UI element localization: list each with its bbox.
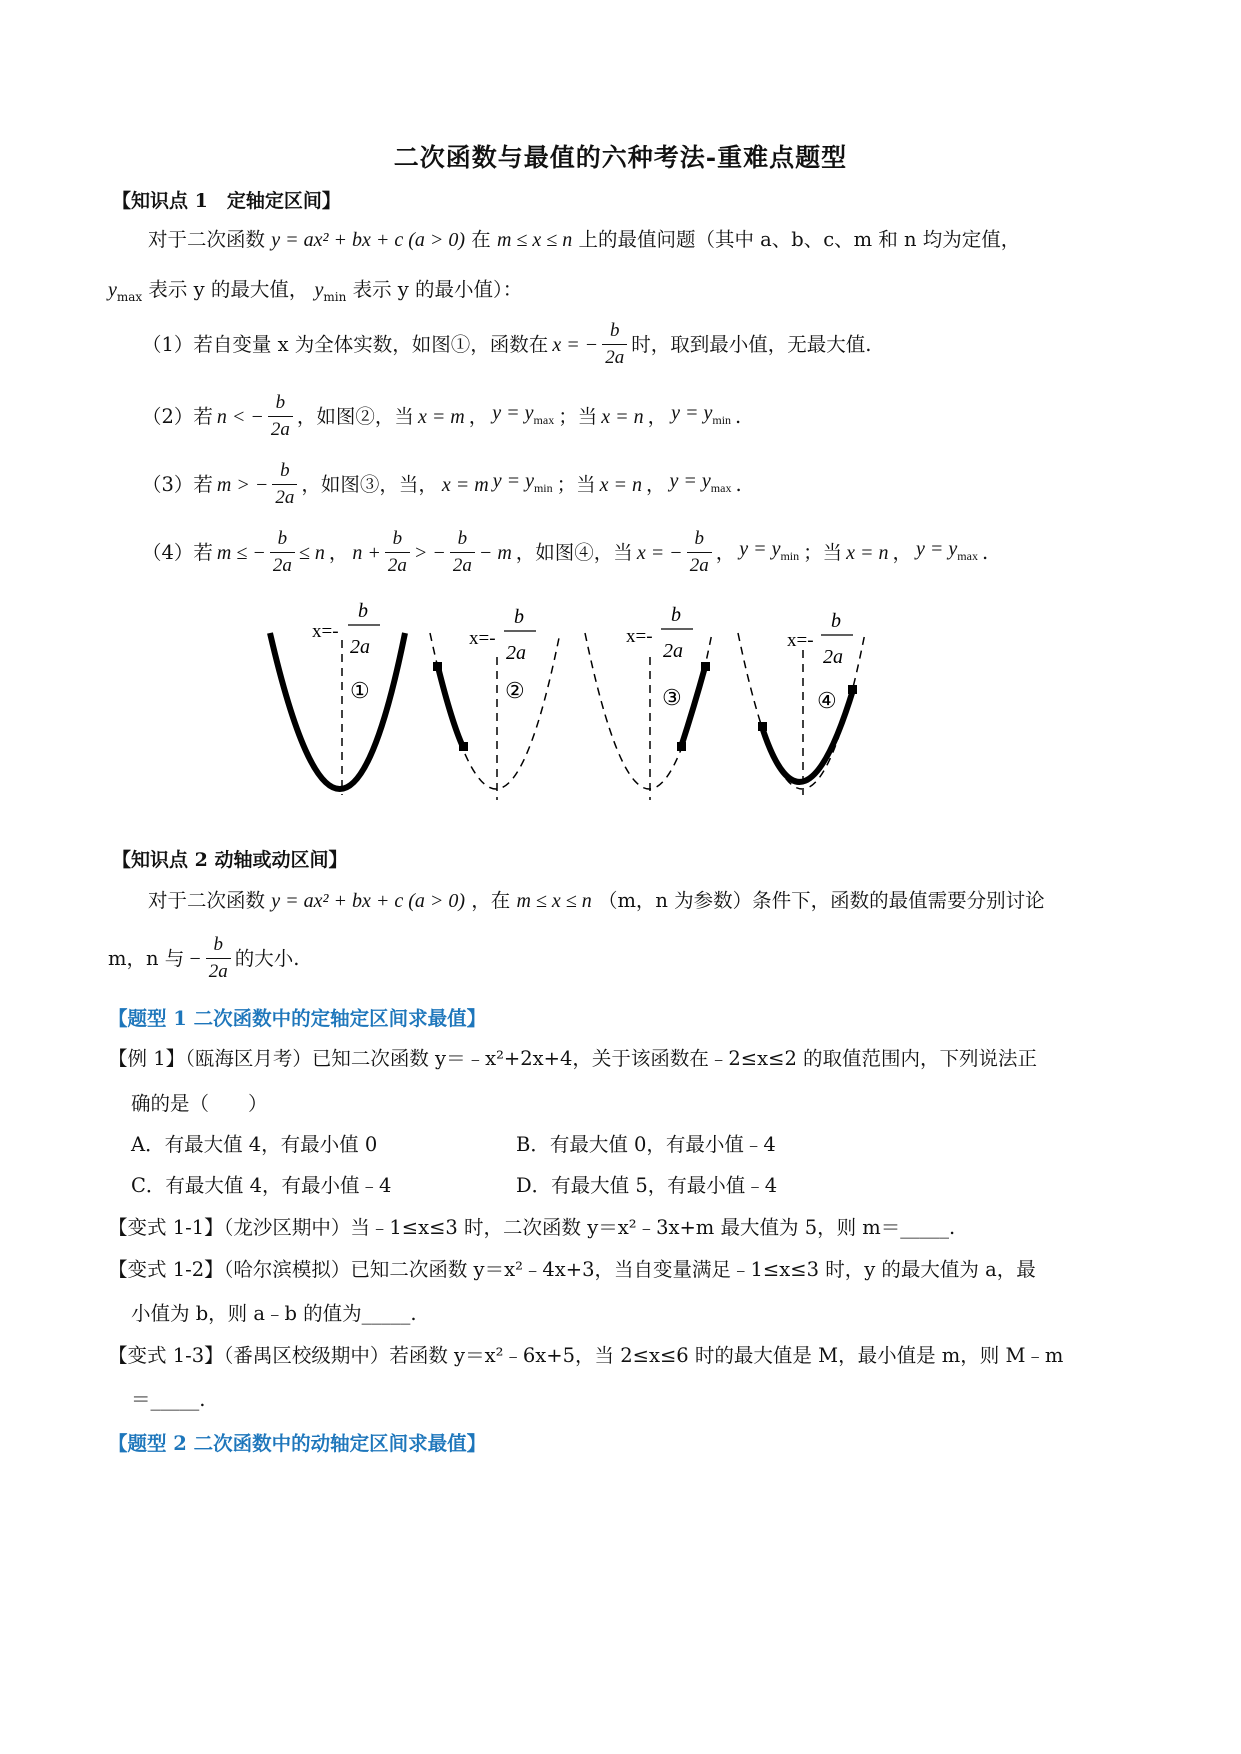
parabola-panel-3 — [585, 604, 712, 800]
kp2-paragraph-line2 — [108, 934, 299, 983]
kp2-text: 的大小. — [234, 946, 300, 970]
case-text: （1）若自变量 x 为全体实数，如图①，函数在 — [142, 332, 549, 356]
fraction-b-over-2a: $\frac{b}{2a}$ — [385, 528, 410, 577]
kp1-heading: 【知识点 1 定轴定区间】 — [112, 190, 341, 212]
case-math: ≤ n — [298, 541, 325, 564]
kp2-paragraph-line1 — [148, 887, 1045, 915]
panel-mark: ③ — [662, 685, 682, 710]
case-text: （2）若 — [142, 404, 213, 428]
kp1-text: 上的最值问题（其中 a、b、c、m 和 n 均为定值， — [578, 228, 1021, 251]
option-b[interactable]: B．有最大值 0，有最小值﹣4 — [516, 1133, 776, 1156]
fraction-b-over-2a: $\frac{b}{2a}$ — [206, 934, 231, 983]
parabola-panel-2 — [430, 606, 560, 800]
fraction-numerator: b — [671, 604, 681, 626]
case-math: x = n — [601, 405, 644, 428]
fraction-numerator: b — [514, 606, 524, 628]
endpoint-marker — [459, 742, 468, 751]
case-text: ，如图④，当 — [515, 540, 633, 564]
option-a[interactable]: A．有最大值 4，有最小值 0 — [131, 1133, 378, 1156]
case-text: ；当 — [558, 404, 598, 428]
kp1-paragraph-line1 — [148, 226, 1020, 254]
parabola-panel-1 — [270, 600, 405, 795]
kp1-text: 表示 y 的最小值）： — [352, 278, 523, 301]
panel-mark: ④ — [817, 688, 837, 713]
fraction-numerator: b — [831, 610, 841, 632]
parabola-curve — [270, 633, 405, 789]
panel-mark: ① — [350, 678, 370, 703]
fraction-b-over-2a: $\frac{b}{2a}$ — [272, 460, 297, 509]
case-math: x = m — [441, 473, 489, 496]
case-text: ；当 — [556, 472, 596, 496]
axis-label: x=- — [469, 628, 496, 649]
case-3: （3）若 m > − $\frac{b}{2a}$ ，如图③，当， x = m $y = y_{min}$ ；当 x = n ， $y = y_{max}$ . — [142, 460, 742, 508]
endpoint-marker — [758, 722, 767, 731]
kp2-text: m，n 与 — [108, 946, 185, 970]
kp1-formula: y = ax² + bx + c (a > 0) — [271, 229, 466, 251]
ymax-symbol: y — [108, 279, 117, 301]
case-math: m ≤ − — [216, 541, 266, 564]
case-2: （2）若 n < − $\frac{b}{2a}$ ，如图②，当 x = m ， $y = y_{max}$ ；当 x = n ， $y = y_{min}$ . — [142, 392, 742, 440]
variant-1-1: 【变式 1-1】（龙沙区期中）当﹣1≤x≤3 时，二次函数 y＝x²﹣3x+m 最大值为 5，则 m＝_____. — [108, 1216, 956, 1239]
case-math: m > − — [216, 473, 269, 496]
kp1-text: 在 — [471, 228, 491, 251]
case-math: y = y — [492, 402, 534, 424]
fraction-numerator: b — [358, 600, 368, 622]
endpoint-marker — [433, 662, 442, 671]
case-math: x = − — [636, 541, 683, 564]
parabola-highlighted-segment — [762, 690, 853, 782]
kp2-math: − — [188, 947, 202, 970]
ymin-symbol: y — [314, 279, 324, 301]
case-math: y = y — [671, 402, 713, 424]
parabola-highlighted-segment — [438, 667, 463, 747]
variant-1-3-line2: ＝_____. — [131, 1388, 206, 1411]
case-math: x = m — [417, 405, 465, 428]
kp2-text: ，在 — [471, 889, 511, 912]
endpoint-marker — [848, 685, 857, 694]
case-math: y = y — [739, 538, 781, 560]
kp1-text: 表示 y 的最大值， — [148, 278, 309, 301]
page-title: 二次函数与最值的六种考法-重难点题型 — [393, 143, 848, 172]
case-math: > − — [413, 541, 446, 564]
case-text: （4）若 — [142, 540, 213, 564]
case-math: y = y — [916, 538, 958, 560]
case-math: y = y — [492, 470, 534, 492]
fraction-denominator: 2a — [663, 640, 683, 662]
case-4: （4）若 m ≤ − $\frac{b}{2a}$ ≤ n ， n + $\frac{b}{2a}$ > − $\frac{b}{2a}$ − m ，如图④，当 x = − $\frac{b}{2a}$ ， $y = y_{min}$ ；当 x = n ， $y = y_{max}$ . — [142, 528, 989, 576]
case-math: x = n — [846, 541, 889, 564]
parabola-highlighted-segment — [681, 667, 705, 747]
fraction-b-over-2a: $\frac{b}{2a}$ — [602, 320, 627, 369]
axis-label: x=- — [787, 630, 814, 651]
kp2-text: 对于二次函数 — [148, 889, 266, 912]
parabola-figure — [260, 595, 890, 810]
max-subscript: max — [116, 290, 143, 304]
fraction-denominator: 2a — [350, 636, 370, 658]
kp2-formula: y = ax² + bx + c (a > 0) — [271, 890, 466, 912]
variant-1-3-line1: 【变式 1-3】（番禺区校级期中）若函数 y＝x²﹣6x+5，当 2≤x≤6 时的最大值是 M，最小值是 m，则 M﹣m — [108, 1344, 1064, 1367]
example-1-line1: 【例 1】（瓯海区月考）已知二次函数 y＝﹣x²+2x+4，关于该函数在﹣2≤x≤2 的取值范围内，下列说法正 — [108, 1047, 1038, 1070]
fraction-b-over-2a: $\frac{b}{2a}$ — [270, 528, 295, 577]
case-text: ，如图③，当， — [301, 472, 438, 496]
panel-mark: ② — [505, 678, 525, 703]
variant-1-2-line1: 【变式 1-2】（哈尔滨模拟）已知二次函数 y＝x²﹣4x+3，当自变量满足﹣1≤x≤3 时，y 的最大值为 a，最 — [108, 1258, 1036, 1281]
example-1-line2: 确的是（ ） — [131, 1092, 268, 1115]
fraction-denominator: 2a — [506, 642, 526, 664]
case-math: x = − — [552, 333, 599, 356]
fraction-b-over-2a: $\frac{b}{2a}$ — [450, 528, 475, 577]
option-c[interactable]: C．有最大值 4，有最小值﹣4 — [131, 1174, 392, 1197]
case-math: n + — [352, 541, 381, 564]
kp2-range: m ≤ x ≤ n — [516, 890, 592, 912]
kp1-text: 对于二次函数 — [148, 228, 266, 251]
case-text: ；当 — [803, 540, 843, 564]
axis-label: x=- — [312, 621, 339, 642]
parabola-panel-4 — [738, 610, 865, 795]
fraction-denominator: 2a — [823, 646, 843, 668]
endpoint-marker — [677, 742, 686, 751]
option-d[interactable]: D．有最大值 5，有最小值﹣4 — [516, 1174, 778, 1197]
case-text: （3）若 — [142, 472, 213, 496]
kp2-text: （m，n 为参数）条件下，函数的最值需要分别讨论 — [597, 889, 1045, 912]
case-math: y = y — [669, 470, 711, 492]
min-subscript: min — [323, 290, 347, 304]
fraction-b-over-2a: $\frac{b}{2a}$ — [268, 392, 293, 441]
case-math: x = n — [599, 473, 643, 496]
variant-1-2-line2: 小值为 b，则 a﹣b 的值为_____. — [131, 1302, 417, 1325]
type1-heading: 【题型 1 二次函数中的定轴定区间求最值】 — [108, 1007, 487, 1030]
type2-heading: 【题型 2 二次函数中的动轴定区间求最值】 — [108, 1432, 487, 1455]
kp1-range: m ≤ x ≤ n — [496, 229, 573, 251]
axis-label: x=- — [626, 626, 653, 647]
case-text: ，如图②，当 — [296, 404, 414, 428]
endpoint-marker — [701, 662, 710, 671]
kp2-heading: 【知识点 2 动轴或动区间】 — [112, 849, 348, 871]
case-math: n < − — [216, 405, 264, 428]
case-math: − m — [478, 541, 512, 564]
fraction-b-over-2a: $\frac{b}{2a}$ — [687, 528, 712, 577]
case-text: 时，取到最小值，无最大值. — [631, 332, 872, 356]
kp1-paragraph-line2 — [108, 276, 522, 311]
case-1 — [142, 320, 871, 369]
